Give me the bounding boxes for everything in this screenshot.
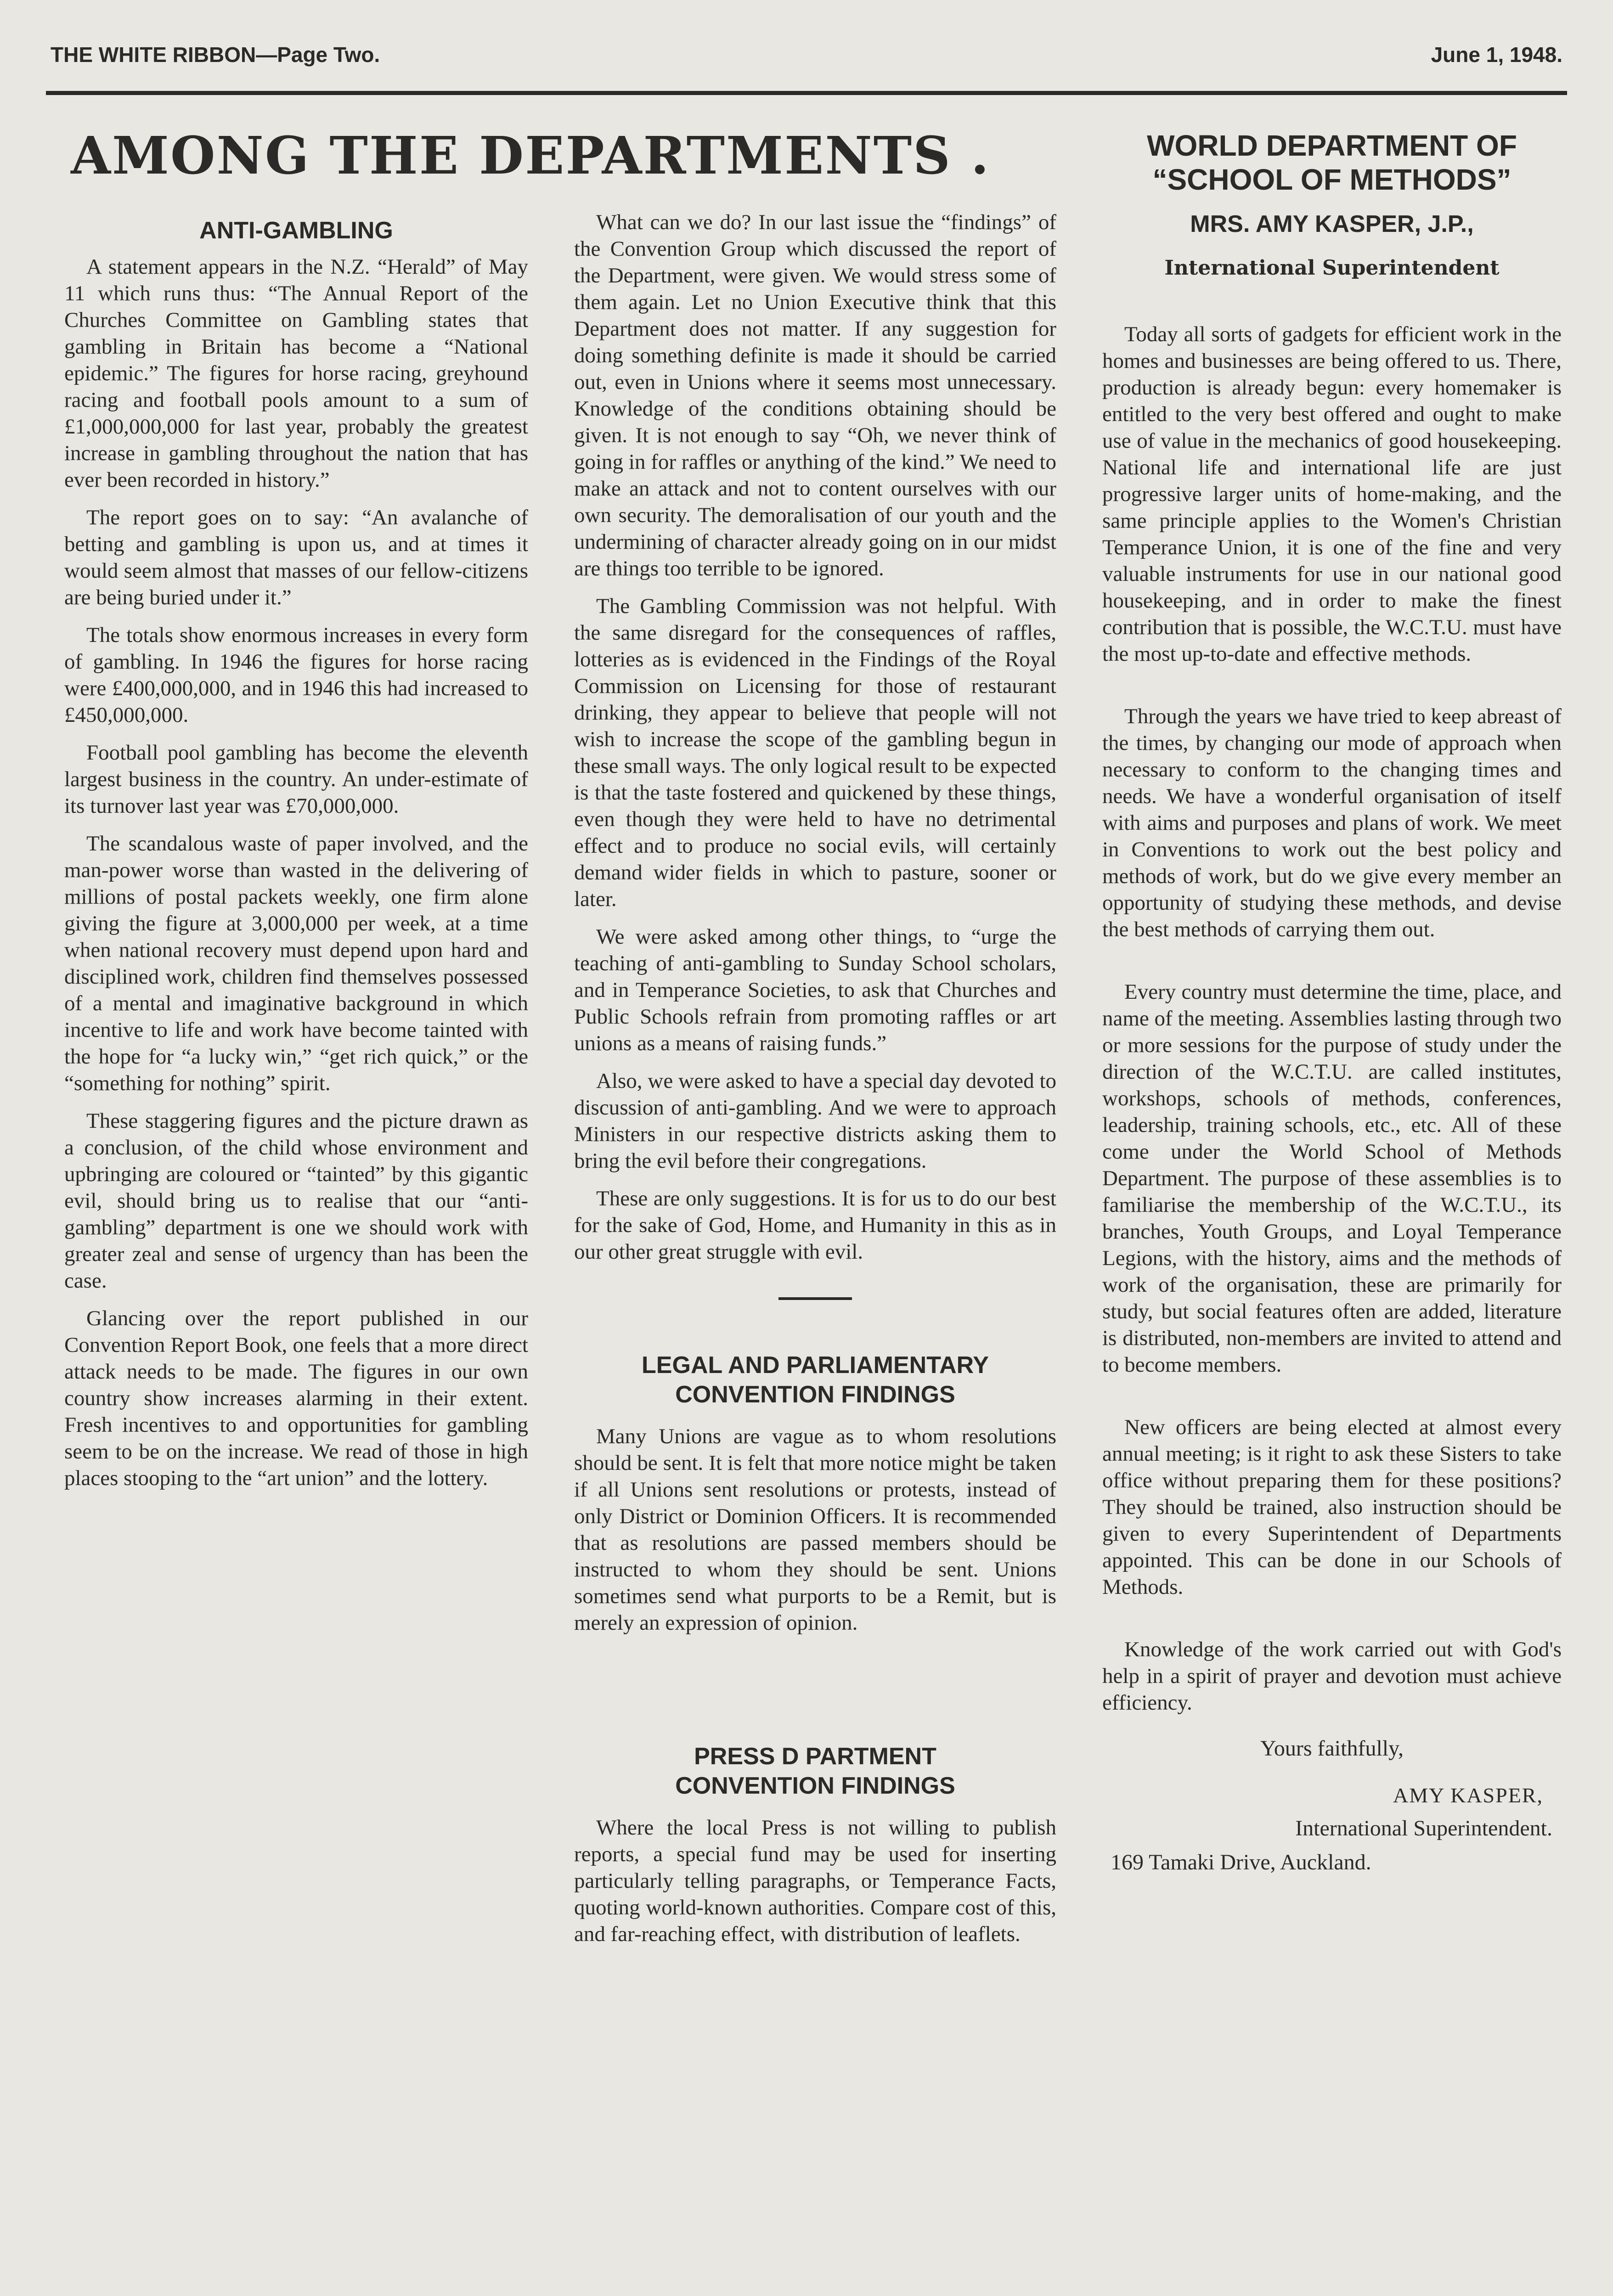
article-paragraph: A statement appears in the N.Z. “Herald” of May 11 which runs thus: “The Annual Report of the Churches Committee on Gambling states that gambling in Britain has become a “National epidemic.” The figures for horse racing, greyhound racing and football pools amount to a sum of £1,000,000,000 for last year, probably the greatest increase in gambling throughout the nation that has ever been recorded in history.” <box>64 255 528 492</box>
section-masthead: AMONG THE DEPARTMENTS . <box>71 126 990 186</box>
article-paragraph: Glancing over the report published in our Convention Report Book, one feels that a more direct attack needs to be made. The figures in our own country show increases alarming in their extent. Fresh incentives to and opportunities for gambling seem to be on the increase. We read of those in high places stooping to the “art union” and the lottery. <box>64 1306 528 1490</box>
press-heading <box>574 1742 1056 1801</box>
article-paragraph: These staggering figures and the picture drawn as a conclusion, of the child whose environment and upbringing are coloured or “tainted” by this gigantic evil, should bring us to realise that our “anti-gambling” department is one we should work with greater zeal and sense of urgency than has been the case. <box>64 1109 528 1293</box>
legal-heading-line1: LEGAL AND PARLIAMENTARY <box>642 1352 989 1379</box>
article-paragraph: New officers are being elected at almost every annual meeting; is it right to ask these Sisters to take office without preparing them for these positions? They should be trained, also instruction should be given to every Superintendent of Departments appointed. This can be done in our Schools of Methods. <box>1102 1415 1562 1599</box>
issue-date: June 1, 1948. <box>1431 43 1562 67</box>
world-dept-title <box>1102 129 1562 197</box>
press-paragraph: Where the local Press is not willing to publish reports, a special fund may be used for inserting particularly telling paragraphs, or Temperance Facts, quoting world-known authorities. Compare cost of this, and far-reaching effect, with distribution of leaflets. <box>574 1816 1056 1946</box>
world-dept-title-line1: WORLD DEPARTMENT OF <box>1147 129 1517 162</box>
closing-salutation: Yours faithfully, <box>1260 1736 1404 1761</box>
anti-gambling-heading: ANTI-GAMBLING <box>199 217 393 244</box>
world-dept-title-line2: “SCHOOL OF METHODS” <box>1152 163 1511 196</box>
article-paragraph: Football pool gambling has become the eleventh largest business in the country. An under-estimate of its turnover last year was £70,000,000. <box>64 741 528 818</box>
header-rule <box>46 91 1567 95</box>
legal-paragraph: Many Unions are vague as to whom resolutions should be sent. It is felt that more notice might be taken if all Unions sent resolutions or protests, instead of only District or Dominion Officers. It is recommended that as resolutions are passed members should be instructed to whom they should be sent. Unions sometimes send what purports to be a Remit, but is merely an expression of opinion. <box>574 1424 1056 1635</box>
section-separator <box>778 1297 852 1300</box>
author-subtitle: International Superintendent <box>1164 256 1500 280</box>
running-header <box>51 42 1562 70</box>
signature: AMY KASPER, <box>1393 1784 1543 1807</box>
legal-heading-line2: CONVENTION FINDINGS <box>675 1381 955 1408</box>
article-paragraph: What can we do? In our last issue the “findings” of the Convention Group which discussed the report of the Department, were given. We would stress some of them again. Let no Union Executive think that this Department does not matter. If any suggestion for doing something definite is made it should be carried out, even in Unions where it seems most unnecessary. Knowledge of the conditions obtaining should be given. It is not enough to say “Oh, we never think of going in for raffles or anything of the kind.” We need to make an attack and not to content ourselves with our own security. The demoralisation of our youth and the undermining of character already going on in our midst are things too terrible to be ignored. <box>574 210 1056 580</box>
article-paragraph: The report goes on to say: “An avalanche of betting and gambling is upon us, and at times it would seem almost that masses of our fellow-citizens are being buried under it.” <box>64 506 528 609</box>
article-paragraph: The totals show enormous increases in every form of gambling. In 1946 the figures for horse racing were £400,000,000, and in 1946 this had increased to £450,000,000. <box>64 623 528 727</box>
article-paragraph: The Gambling Commission was not helpful. With the same disregard for the consequences of raffles, lotteries as is evidenced in the Findings of the Royal Commission on Licensing for those of restaurant drinking, they appear to believe that people will not wish to increase the scope of the gambling begun in these small ways. The only logical result to be expected is that the taste fostered and quickened by these things, even though they were held to have no detrimental effect and to produce no social evils, will certainly demand wider fields in which to pasture, sooner or later. <box>574 594 1056 911</box>
column-3 <box>1102 124 1562 1877</box>
signature-title: International Superintendent. <box>1295 1816 1552 1840</box>
column-1 <box>64 216 528 1503</box>
article-paragraph: The scandalous waste of paper involved, and the man-power worse than wasted in the delivering of millions of postal packets weekly, one firm alone giving the figure at 3,000,000 per week, at a time when national recovery must depend upon hard and disciplined work, children find themselves possessed of a mental and imaginative background in which incentive to life and work have become tainted with the hope for “a lucky win,” “get rich quick,” or the “something for nothing” spirit. <box>64 832 528 1095</box>
article-paragraph: These are only suggestions. It is for us to do our best for the sake of God, Home, and Humanity in this as in our other great struggle with evil. <box>574 1187 1056 1264</box>
article-paragraph: Through the years we have tried to keep abreast of the times, by changing our mode of approach when necessary to conform to the changing times and needs. We have a wonderful organisation of itself with aims and purposes and plans of work. We meet in Conventions to work out the best policy and methods of work, but do we give every member an opportunity of studying these methods, and devise the best methods of carrying them out. <box>1102 704 1562 941</box>
article-paragraph: Knowledge of the work carried out with God's help in a spirit of prayer and devotion must achieve efficiency. <box>1102 1638 1562 1715</box>
address: 169 Tamaki Drive, Auckland. <box>1111 1850 1371 1874</box>
press-heading-line1: PRESS D PARTMENT <box>694 1743 936 1770</box>
closing-block <box>1102 1734 1562 1877</box>
publication-title: THE WHITE RIBBON—Page Two. <box>51 43 380 67</box>
press-heading-line2: CONVENTION FINDINGS <box>675 1773 955 1799</box>
article-paragraph: We were asked among other things, to “urge the teaching of anti-gambling to Sunday School scholars, and in Temperance Societies, to ask that Churches and Public Schools refrain from promoting raffles or art unions as a means of raising funds.” <box>574 925 1056 1055</box>
legal-heading <box>574 1351 1056 1409</box>
article-paragraph: Today all sorts of gadgets for efficient work in the homes and businesses are being offered to us. There, production is already begun: every homemaker is entitled to the very best offered and ought to make use of value in the mechanics of good housekeeping. National life and international life are just progressive larger units of home-making, and the same principle applies to the Women's Christian Temperance Union, it is one of the fine and very valuable instruments for use in our national good housekeeping, and in order to make the finest contribution that is possible, the W.C.T.U. must have the most up-to-date and effective methods. <box>1102 322 1562 666</box>
author-name: MRS. AMY KASPER, J.P., <box>1190 211 1474 237</box>
article-paragraph: Every country must determine the time, place, and name of the meeting. Assemblies lasting through two or more sessions for the purpose of study under the direction of the W.C.T.U. are called institutes, workshops, schools of methods, conferences, leadership, training schools, etc., etc. All of these come under the World School of Methods Department. The purpose of these assemblies is to familiarise the membership of the W.C.T.U., its branches, Youth Groups, and Loyal Temperance Legions, with the history, aims and the methods of work of the organisation, these are primarily for study, but social features often are added, literature is distributed, non-members are invited to attend and to become members. <box>1102 980 1562 1377</box>
article-paragraph: Also, we were asked to have a special day devoted to discussion of anti-gambling. And we were to approach Ministers in our respective districts asking them to bring the evil before their congregations. <box>574 1069 1056 1173</box>
column-2 <box>574 209 1056 1958</box>
